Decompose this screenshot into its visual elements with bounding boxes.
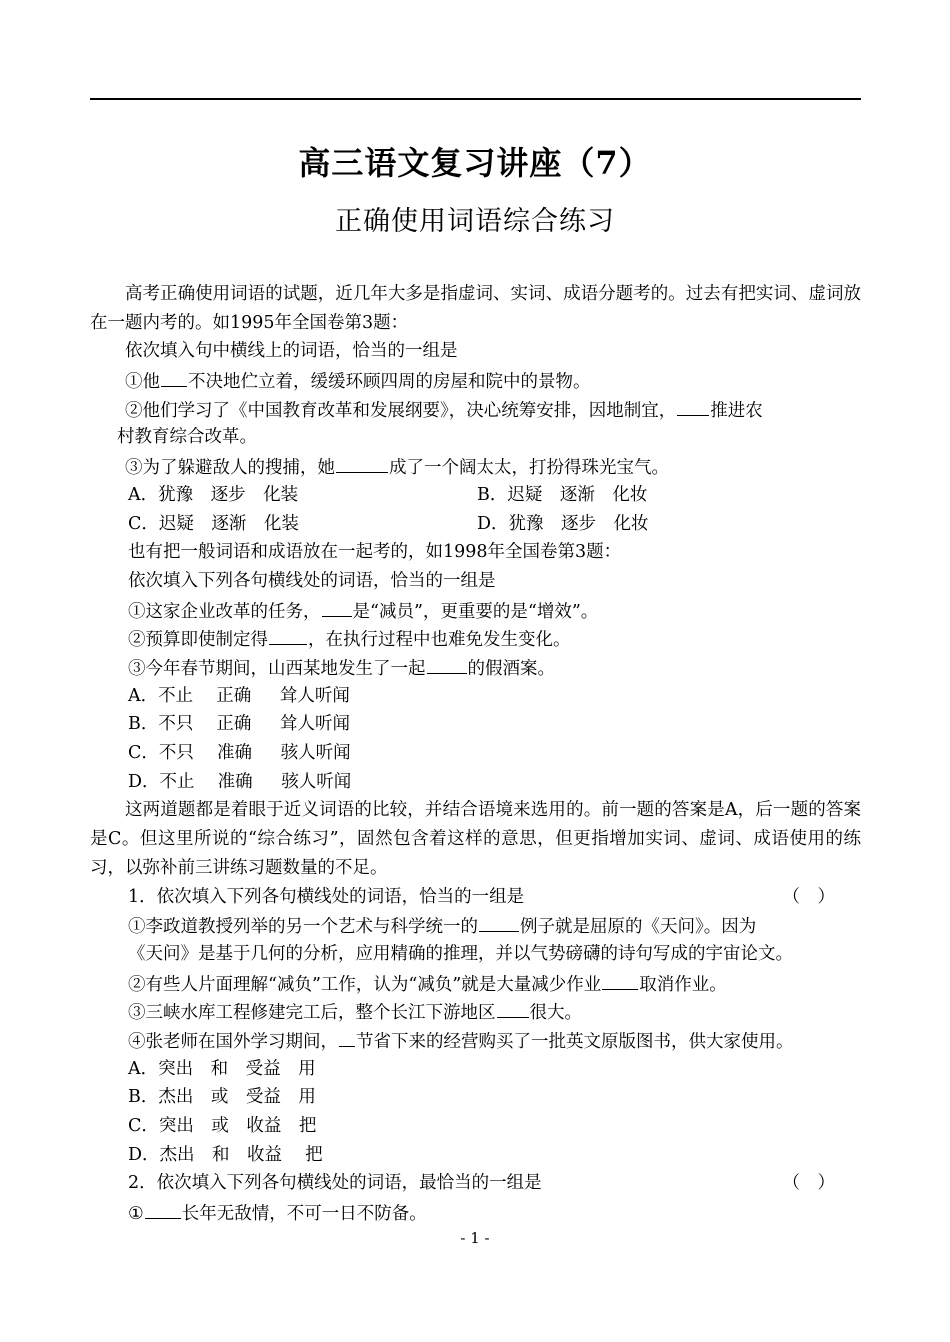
blank <box>269 624 307 645</box>
q1-sentence-1-cont: 《天问》是基于几何的分析，应用精确的推理，并以气势磅礴的诗句写成的宇宙论文。 <box>128 943 793 964</box>
option-b: B．迟疑 逐渐 化妆 <box>477 484 648 505</box>
blank <box>497 997 529 1018</box>
q1-option-c: C．突出 或 收益 把 <box>128 1116 317 1137</box>
page-subtitle: 正确使用词语综合练习 <box>335 206 615 237</box>
blank <box>145 1198 181 1219</box>
ex1-sentence-1: ①他 不决地伫立着，缓缓环顾四周的房屋和院中的景物。 <box>90 366 861 395</box>
blank <box>479 911 519 932</box>
q1-option-a: A．突出 和 受益 用 <box>128 1058 316 1079</box>
page-title: 高三语文复习讲座（7） <box>298 144 652 182</box>
ex1-options-ab <box>90 481 861 510</box>
ex1-sentence-3: ③为了躲避敌人的搜捕，她 成了一个阔太太，打扮得珠光宝气。 <box>90 452 861 481</box>
blank <box>339 1026 355 1047</box>
option-c: C．迟疑 逐渐 化装 <box>128 513 299 534</box>
q1-option-b: B．杰出 或 受益 用 <box>128 1087 316 1108</box>
blank <box>322 596 352 617</box>
ex1-sentence-2-cont: 村教育综合改革。 <box>117 427 257 448</box>
answer-paren: （ ） <box>782 1173 835 1194</box>
ex2-stem: 依次填入下列各句横线处的词语，恰当的一组是 <box>128 570 496 591</box>
q1-sentence-2: ②有些人片面理解“减负”工作，认为“减负”就是大量减少作业 取消作业。 <box>90 969 861 998</box>
option-a: A．犹豫 逐步 化装 <box>128 484 299 505</box>
ex1-stem: 依次填入句中横线上的词语，恰当的一组是 <box>125 341 458 362</box>
ex1-options-cd <box>90 510 861 539</box>
ex2-option-c: C．不只 准确 骇人听闻 <box>128 743 351 764</box>
blank <box>161 366 187 387</box>
ex2-option-d: D．不止 准确 骇人听闻 <box>128 771 352 792</box>
ex2-sentence-1: ①这家企业改革的任务， 是“减员”，更重要的是“增效”。 <box>90 596 861 625</box>
mid-paragraph: 也有把一般词语和成语放在一起考的，如1998年全国卷第3题： <box>128 542 622 563</box>
blank <box>677 395 709 416</box>
top-rule <box>90 98 861 100</box>
q1-sentence-1: ①李政道教授列举的另一个艺术与科学统一的 例子就是屈原的《天问》。因为 <box>90 911 861 940</box>
blank <box>427 653 467 674</box>
q1-sentence-4: ④张老师在国外学习期间， 节省下来的经营购买了一批英文原版图书，供大家使用。 <box>90 1026 861 1055</box>
q2-stem: 2．依次填入下列各句横线处的词语，最恰当的一组是 （ ） <box>90 1169 861 1198</box>
answer-paren: （ ） <box>782 886 835 907</box>
ex2-option-b: B．不只 正确 耸人听闻 <box>128 714 351 735</box>
blank <box>336 452 388 473</box>
intro-paragraph: 高考正确使用词语的试题，近几年大多是指虚词、实词、成语分题考的。过去有把实词、虚词放在一题内考的。如1995年全国卷第3题： <box>90 284 861 333</box>
q1-stem: 1．依次填入下列各句横线处的词语，恰当的一组是 （ ） <box>90 883 861 912</box>
ex1-sentence-2: ②他们学习了《中国教育改革和发展纲要》，决心统筹安排，因地制宜， 推进农 <box>90 395 861 424</box>
analysis-paragraph: 这两道题都是着眼于近义词语的比较，并结合语境来选用的。前一题的答案是A，后一题的答案是C。但这里所说的“综合练习”，固然包含着这样的意思，但更指增加实词、虚词、成语使用的练习，以弥补前三讲练习题数量的不足。 <box>90 800 861 878</box>
ex2-sentence-2: ②预算即使制定得 ，在执行过程中也难免发生变化。 <box>90 624 861 653</box>
ex2-sentence-3: ③今年春节期间，山西某地发生了一起 的假酒案。 <box>90 653 861 682</box>
q1-sentence-3: ③三峡水库工程修建完工后，整个长江下游地区 很大。 <box>90 997 861 1026</box>
blank <box>602 969 638 990</box>
q2-sentence-1: ① 长年无敌情，不可一日不防备。 <box>90 1198 861 1227</box>
q1-option-d: D．杰出 和 收益 把 <box>128 1144 323 1165</box>
document-body <box>90 280 861 1227</box>
option-d: D．犹豫 逐步 化妆 <box>477 513 649 534</box>
ex2-option-a: A．不止 正确 耸人听闻 <box>128 685 350 706</box>
page-number: - 1 - <box>460 1229 490 1247</box>
